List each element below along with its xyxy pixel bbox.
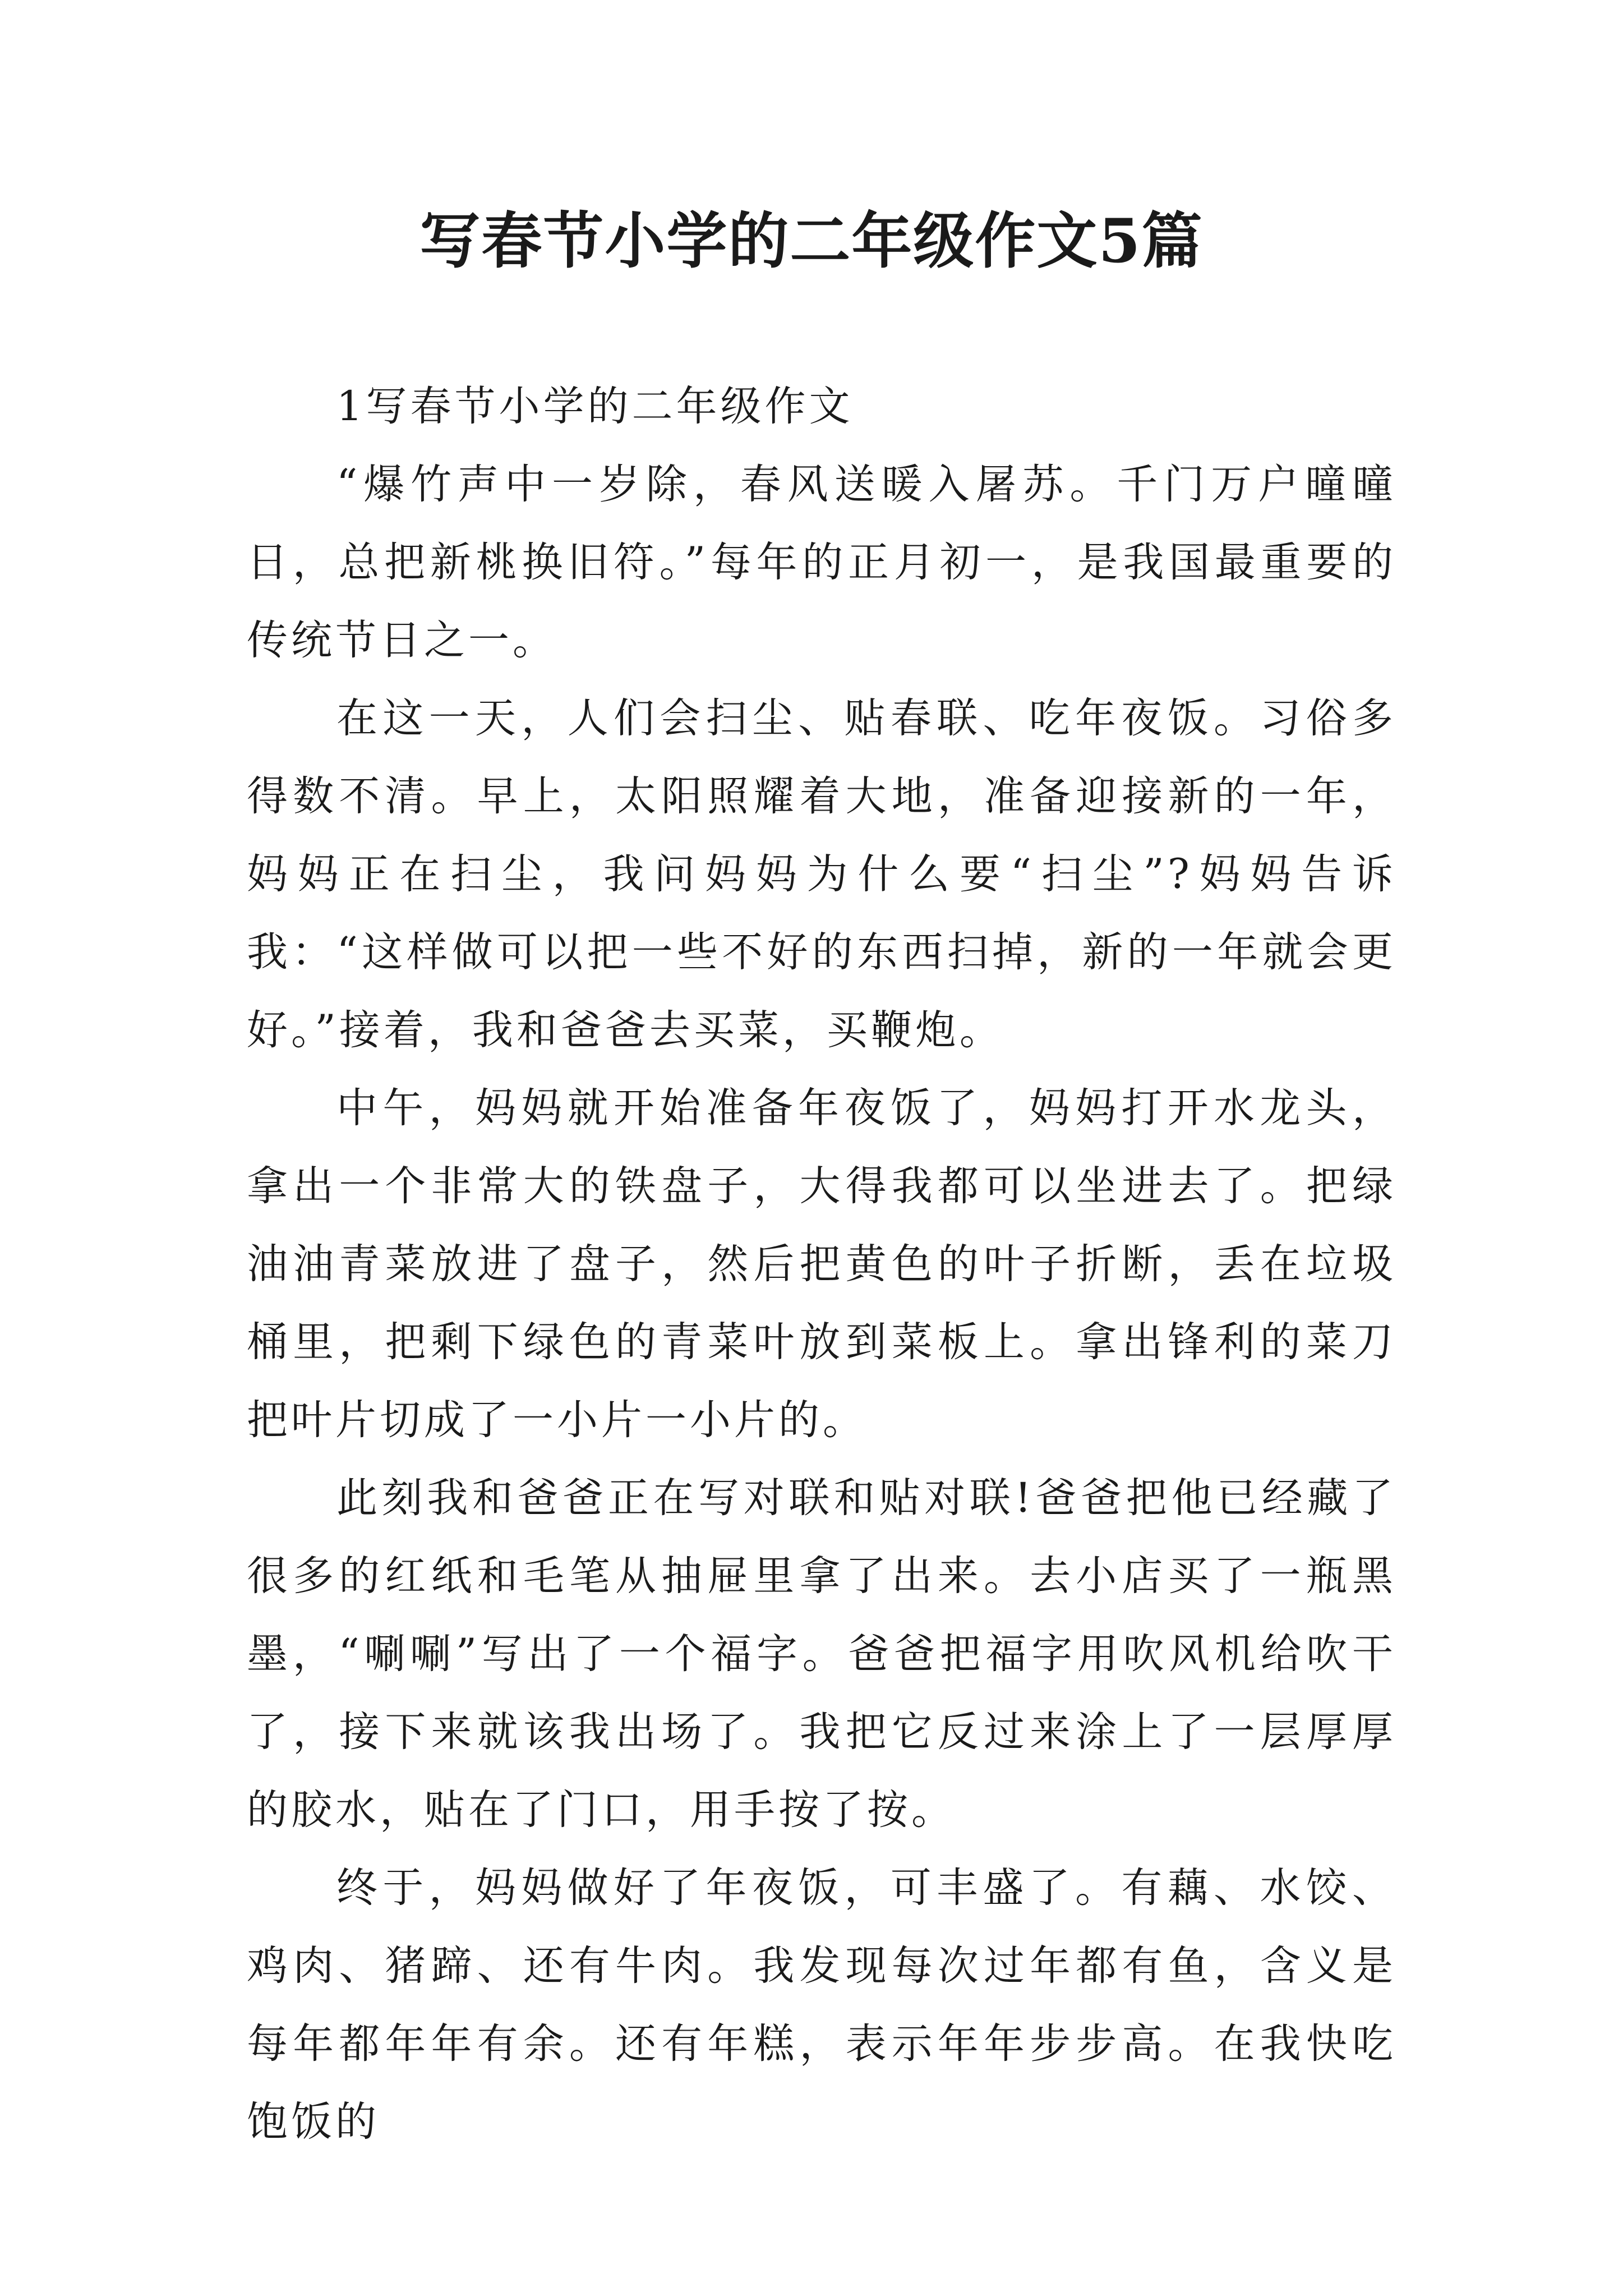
section-heading: 1写春节小学的二年级作文 [336, 383, 854, 430]
document-body [247, 367, 1396, 2161]
document-title: 写春节小学的二年级作文5篇 [419, 206, 1204, 277]
paragraph-3: 中午，妈妈就开始准备年夜饭了，妈妈打开水龙头，拿出一个非常大的铁盘子，大得我都可以坐进去了。把绿油油青菜放进了盘子，然后把黄色的叶子折断，丢在垃圾桶里，把剩下绿色的青菜叶放到菜板上。拿出锋利的菜刀把叶片切成了一小片一小片的。 [247, 1084, 1396, 1444]
paragraph-2: 在这一天，人们会扫尘、贴春联、吃年夜饭。习俗多得数不清。早上，太阳照耀着大地，准备迎接新的一年，妈妈正在扫尘，我问妈妈为什么要“扫尘”?妈妈告诉我：“这样做可以把一些不好的东西扫掉，新的一年就会更好。”接着，我和爸爸去买菜，买鞭炮。 [247, 694, 1396, 1054]
paragraph-1: “爆竹声中一岁除，春风送暖入屠苏。千门万户曈曈日，总把新桃换旧符。”每年的正月初一，是我国最重要的传统节日之一。 [247, 461, 1396, 664]
paragraph-4: 此刻我和爸爸正在写对联和贴对联!爸爸把他已经藏了很多的红纸和毛笔从抽屉里拿了出来。去小店买了一瓶黑墨，“唰唰”写出了一个福字。爸爸把福字用吹风机给吹干了，接下来就该我出场了。我把它反过来涂上了一层厚厚的胶水，贴在了门口，用手按了按。 [247, 1474, 1396, 1834]
paragraph-5: 终于，妈妈做好了年夜饭，可丰盛了。有藕、水饺、鸡肉、猪蹄、还有牛肉。我发现每次过年都有鱼，含义是每年都年年有余。还有年糕，表示年年步步高。在我快吃饱饭的 [247, 1864, 1396, 2146]
